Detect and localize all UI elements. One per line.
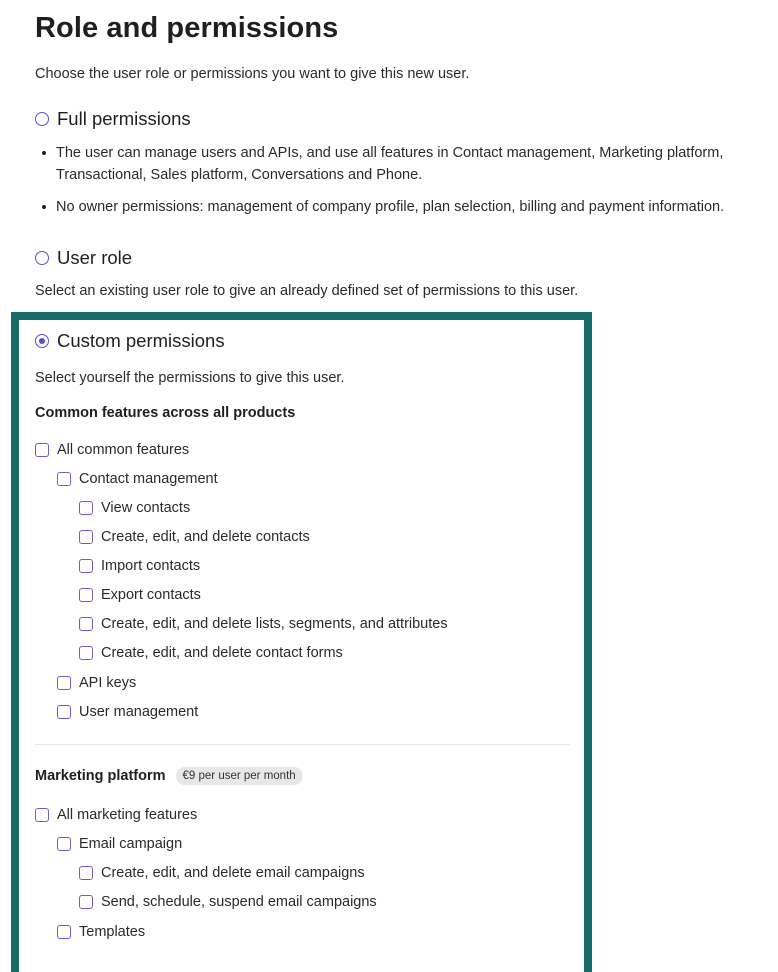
page-subtitle: Choose the user role or permissions you want to give this new user. [35,66,470,82]
checkbox-label: Create, edit, and delete contacts [101,529,310,545]
checkbox-icon [79,559,93,573]
full-permissions-label: Full permissions [57,108,191,129]
radio-icon [35,251,49,265]
checkbox-label: Import contacts [101,558,201,574]
checkbox-import-contacts[interactable] [79,557,200,575]
checkbox-label: Export contacts [101,587,201,603]
checkbox-label: Send, schedule, suspend email campaigns [101,894,377,910]
checkbox-label: View contacts [101,500,191,516]
radio-icon [35,112,49,126]
bullet: No owner permissions: management of company profile, plan selection, billing and payment information. [40,196,778,218]
checkbox-send-email-campaigns[interactable] [79,893,377,911]
checkbox-icon [79,617,93,631]
checkbox-icon [79,646,93,660]
checkbox-icon [57,925,71,939]
user-role-label: User role [57,247,133,268]
checkbox-label: Templates [79,924,146,940]
checkbox-label: Create, edit, and delete contact forms [101,645,343,661]
checkbox-label: API keys [79,675,137,691]
section-title: Common features across all products [35,405,296,421]
checkbox-label: Email campaign [79,836,183,852]
checkbox-label: All marketing features [57,807,198,823]
checkbox-view-contacts[interactable] [79,499,190,517]
custom-permissions-radio[interactable] [35,330,225,352]
checkbox-icon [57,472,71,486]
checkbox-icon [79,895,93,909]
checkbox-contact-management[interactable] [57,470,218,488]
checkbox-icon [57,705,71,719]
common-section-title [35,405,295,421]
page-title: Role and permissions [35,12,339,44]
checkbox-label: Contact management [79,471,218,487]
checkbox-icon [79,588,93,602]
checkbox-icon [57,676,71,690]
user-role-radio[interactable] [35,247,132,269]
checkbox-export-contacts[interactable] [79,586,201,604]
full-permissions-bullets [40,142,778,218]
checkbox-cud-email-campaigns[interactable] [79,864,365,882]
radio-selected-icon [35,334,49,348]
checkbox-icon [57,837,71,851]
user-role-desc: Select an existing user role to give an already defined set of permissions to this user. [35,283,579,299]
checkbox-cud-contacts[interactable] [79,528,310,546]
checkbox-icon [79,866,93,880]
bullet: The user can manage users and APIs, and use all features in Contact management, Marketing platform, Transactional, Sales platform, Conversations and Phone. [40,142,778,186]
divider [35,744,570,745]
checkbox-icon [35,808,49,822]
checkbox-icon [35,443,49,457]
checkbox-label: Create, edit, and delete email campaigns [101,865,365,881]
custom-permissions-desc: Select yourself the permissions to give this user. [35,370,345,386]
checkbox-cud-lists[interactable] [79,615,448,633]
checkbox-all-common[interactable] [35,441,189,459]
price-badge: €9 per user per month [176,767,303,785]
checkbox-label: User management [79,704,199,720]
checkbox-label: Create, edit, and delete lists, segments, and attributes [101,616,448,632]
checkbox-templates[interactable] [57,923,145,941]
checkbox-icon [79,501,93,515]
checkbox-user-management[interactable] [57,703,198,721]
section-title: Marketing platform [35,768,166,784]
custom-permissions-label: Custom permissions [57,330,225,351]
full-permissions-radio[interactable] [35,108,191,130]
checkbox-api-keys[interactable] [57,674,136,692]
checkbox-icon [79,530,93,544]
checkbox-email-campaign[interactable] [57,835,182,853]
checkbox-label: All common features [57,442,190,458]
checkbox-all-marketing[interactable] [35,806,197,824]
checkbox-cud-forms[interactable] [79,644,343,662]
marketing-section-title [35,767,303,785]
